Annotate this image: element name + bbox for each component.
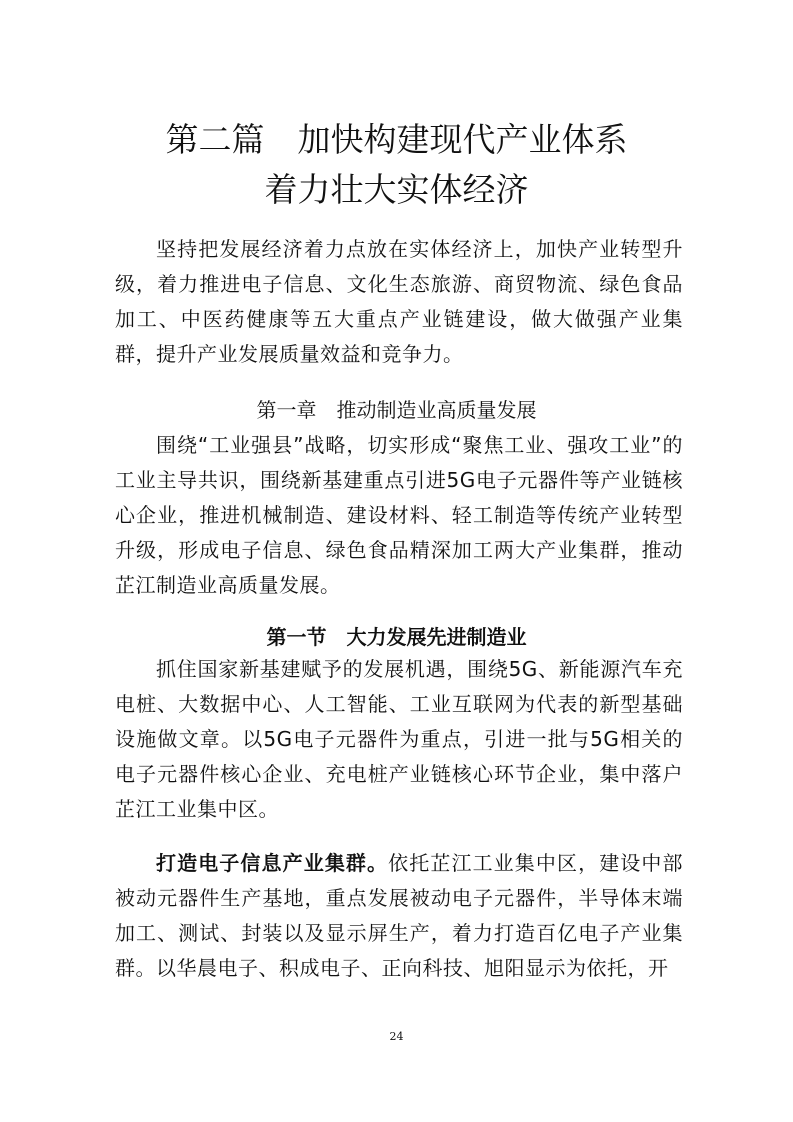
cluster-paragraph	[115, 846, 683, 986]
part-title-line-2: 着力壮大实体经济	[264, 170, 529, 209]
page-number: 24	[389, 1030, 404, 1043]
cluster-lead: 打造电子信息产业集群。	[156, 851, 389, 875]
chapter-heading: 第一章 推动制造业高质量发展	[256, 398, 537, 422]
section-paragraph: 抓住国家新基建赋予的发展机遇，围绕5G、新能源汽车充电桩、大数据中心、人工智能、工业互联网为代表的新型基础设施做文章。以5G电子元器件为重点，引进一批与5G相关的电子元器件核心企业、充电桩产业链核心环节企业，集中落户芷江工业集中区。	[115, 657, 683, 821]
cluster-text: 依托芷江工业集中区，建设中部被动元器件生产基地，重点发展被动电子元器件，半导体末端加工、测试、封装以及显示屏生产，着力打造百亿电子产业集群。以华晨电子、积成电子、正向科技、旭阳显示为依托，开	[115, 851, 684, 980]
part-title-line-1: 第二篇 加快构建现代产业体系	[165, 120, 628, 159]
section-heading: 第一节 大力发展先进制造业	[266, 625, 527, 649]
chapter-paragraph: 围绕“工业强县”战略，切实形成“聚焦工业、强攻工业”的工业主导共识，围绕新基建重点引进5G电子元器件等产业链核心企业，推进机械制造、建设材料、轻工制造等传统产业转型升级，形成电子信息、绿色食品精深加工两大产业集群，推动芷江制造业高质量发展。	[115, 433, 683, 597]
intro-paragraph: 坚持把发展经济着力点放在实体经济上，加快产业转型升级，着力推进电子信息、文化生态旅游、商贸物流、绿色食品加工、中医药健康等五大重点产业链建设，做大做强产业集群，提升产业发展质量效益和竞争力。	[115, 237, 683, 366]
